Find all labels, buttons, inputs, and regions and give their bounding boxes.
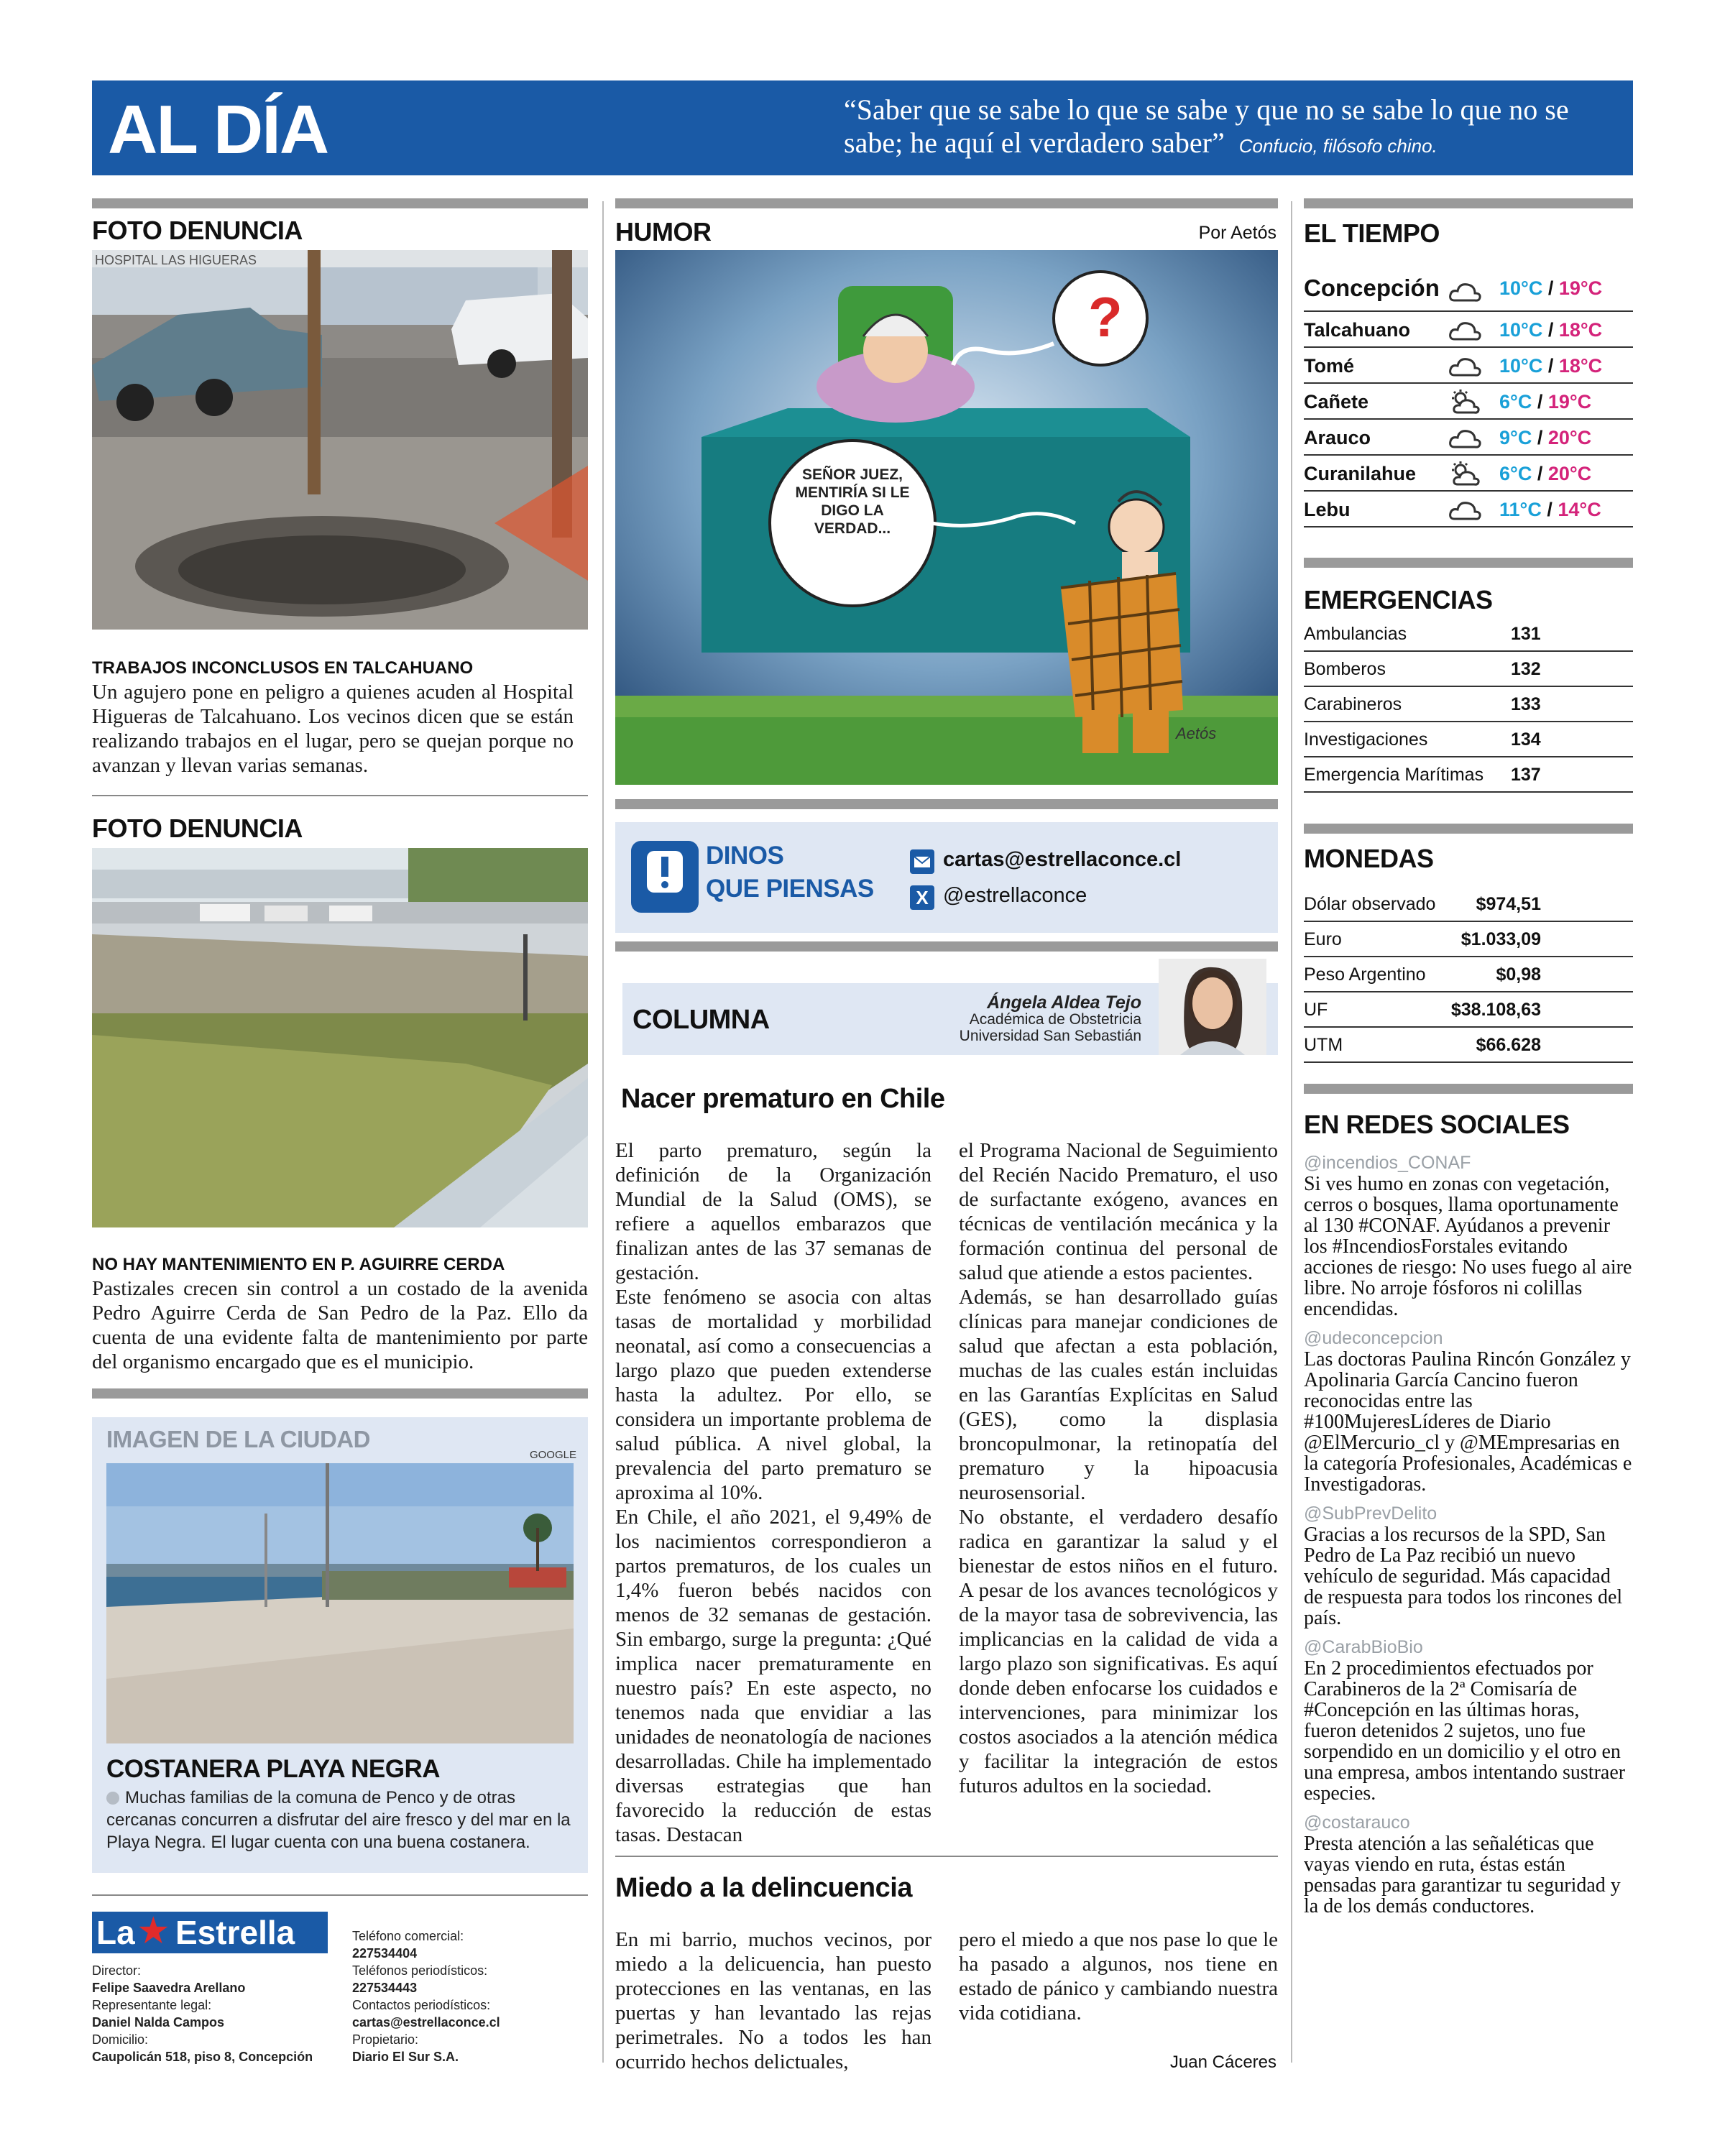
social-post [1304, 1812, 1633, 1917]
temp-min: 10°C [1499, 319, 1543, 341]
sun-cloud-icon [1448, 388, 1482, 415]
temp-max: 14°C [1558, 499, 1601, 520]
ciudad-text: Muchas familias de la comuna de Penco y de otras cercanas concurren a disfrutar del aire fresco y del mar en la Playa Negra. El lugar cuenta con una buena costanera. [106, 1788, 571, 1852]
temp-min: 6°C [1499, 463, 1532, 484]
dinos-que-piensas-box [615, 822, 1278, 933]
emergencia-name: Carabineros [1304, 694, 1402, 714]
imagen-ciudad-box [92, 1417, 588, 1873]
section-rule [92, 1388, 588, 1399]
social-post [1304, 1503, 1633, 1628]
section-rule [1304, 824, 1633, 834]
weather-row [1304, 348, 1633, 384]
imagen-ciudad-label: IMAGEN DE LA CIUDAD [106, 1426, 370, 1452]
director-label: Director: [92, 1963, 142, 1978]
emergencias-table [1304, 617, 1633, 796]
cloud-icon [1448, 352, 1482, 379]
author-photo [1159, 959, 1266, 1055]
emergencia-name: Ambulancias [1304, 624, 1407, 644]
temp-min: 10°C [1499, 277, 1543, 299]
section-rule [92, 198, 588, 208]
foto-denuncia-label: FOTO DENUNCIA [92, 216, 303, 245]
emergencia-name: Investigaciones [1304, 729, 1428, 750]
x-logo-icon: X [910, 885, 934, 910]
moneda-value: $38.108,63 [1450, 1000, 1541, 1020]
cartoon-signature: Aetós [1176, 724, 1217, 742]
emergencia-name: Bomberos [1304, 659, 1386, 679]
weather-city: Cañete [1304, 391, 1369, 413]
dom-value: Caupolicán 518, piso 8, Concepción [92, 2050, 313, 2064]
columna-role1: Académica de Obstetricia [969, 1011, 1141, 1028]
exclamation-icon [631, 841, 699, 913]
weather-temps: 10°C / 18°C [1499, 355, 1603, 377]
photo-talcahuano [92, 250, 588, 630]
weather-city: Concepción [1304, 275, 1440, 301]
social-text: Gracias a los recursos de la SPD, San Pedro de La Paz recibió un nuevo vehículo de seguridad. Más capacidad de respuesta para todos los rincones del país. [1304, 1524, 1623, 1629]
carta-col1: En mi barrio, muchos vecinos, por miedo a la delicuencia, han puesto protecciones en las ventanas, en las puertas y han levantado las rejas perimetrales. No a todos les han ocurrido hechos delictuales, [615, 1928, 932, 2073]
columna-title: Nacer prematuro en Chile [621, 1084, 945, 1114]
denuncia2-text: Pastizales crecen sin control a un costado de la avenida Pedro Aguirre Cerda de San Pedro de la Paz. Ello da cuenta de una evidente falta de mantenimiento por parte del organismo encargado que es el municipio. [92, 1277, 588, 1373]
social-text: Las doctoras Paulina Rincón González y Apolinaria García Cancino fueron reconocidas entre las #100MujeresLíderes de Diario @ElMercurio_cl y @MEmpresarias en la categoría Profesionales, Académicas e Investigadoras. [1304, 1348, 1632, 1496]
social-post [1304, 1153, 1633, 1319]
owner-value: Diario El Sur S.A. [352, 2050, 459, 2064]
humor-byline: Por Aetós [1198, 223, 1276, 243]
cloud-icon [1448, 424, 1482, 451]
foto-denuncia-label: FOTO DENUNCIA [92, 814, 303, 843]
emergencia-number: 137 [1511, 765, 1541, 785]
weather-city: Tomé [1304, 355, 1355, 377]
emergencia-number: 131 [1511, 624, 1541, 644]
social-text: Presta atención a las señaléticas que vayas viendo en ruta, éstas están pensadas para garantizar tu seguridad y la de los demás conductores. [1304, 1833, 1621, 1917]
section-rule [1304, 558, 1633, 568]
weather-city: Lebu [1304, 499, 1351, 520]
weather-city: Arauco [1304, 427, 1371, 448]
weather-temps: 11°C / 14°C [1499, 499, 1601, 520]
bullet-icon [106, 1792, 119, 1805]
humor-label: HUMOR [615, 217, 712, 247]
section-rule [615, 941, 1278, 952]
columna-label: COLUMNA [632, 1005, 770, 1035]
photo-credit: GOOGLE [529, 1449, 576, 1461]
quote-text: “Saber que se sabe lo que se sabe y que no se sabe lo que no se sabe; he aquí el verdadero saber” [844, 93, 1569, 159]
logo-estrella: Estrella [175, 1914, 295, 1951]
emergencia-name: Emergencia Marítimas [1304, 765, 1484, 785]
temp-max: 18°C [1558, 319, 1603, 341]
moneda-name: Peso Argentino [1304, 964, 1426, 985]
weather-row [1304, 456, 1633, 492]
weather-row [1304, 384, 1633, 420]
temp-min: 11°C [1499, 499, 1542, 520]
quote-author: Confucio, filósofo chino. [1238, 135, 1438, 157]
social-handle[interactable]: @CarabBioBio [1304, 1637, 1423, 1657]
temp-max: 18°C [1558, 355, 1603, 377]
temp-max: 19°C [1558, 277, 1603, 299]
temp-max: 19°C [1547, 391, 1592, 413]
social-handle[interactable]: @SubPrevDelito [1304, 1503, 1438, 1524]
hospital-sign: HOSPITAL LAS HIGUERAS [95, 253, 257, 267]
photo-aguirre-cerda [92, 848, 588, 1227]
columna-role2: Universidad San Sebastián [959, 1028, 1141, 1044]
social-post [1304, 1328, 1633, 1495]
contact-value[interactable]: cartas@estrellaconce.cl [352, 2015, 500, 2030]
rep-label: Representante legal: [92, 1998, 212, 2012]
emergencias-label: EMERGENCIAS [1304, 585, 1493, 614]
temp-min: 6°C [1499, 391, 1532, 413]
rep-name: Daniel Nalda Campos [92, 2015, 225, 2030]
weather-temps: 10°C / 19°C [1499, 277, 1603, 299]
tel-per-label: Teléfonos periodísticos: [352, 1963, 488, 1978]
social-post [1304, 1637, 1633, 1804]
dinos-heading [706, 839, 874, 906]
weather-table [1304, 266, 1633, 536]
moneda-row [1304, 957, 1633, 992]
masthead-staff [92, 1962, 313, 2065]
denuncia2-headline: NO HAY MANTENIMIENTO EN P. AGUIRRE CERDA [92, 1255, 505, 1274]
header-quote [844, 93, 1606, 162]
speech-bubble-text: SEÑOR JUEZ, MENTIRÍA SI LE DIGO LA VERDAD... [795, 466, 910, 537]
carta-title: Miedo a la delincuencia [615, 1873, 912, 1903]
sun-cloud-icon [1448, 460, 1482, 487]
thought-mark: ? [1088, 285, 1123, 349]
carta-col2: pero el miedo a que nos pase lo que le ha pasado a algunos, nos tiene en estado de pánico y cambiando nuestra vida cotidiana. [959, 1928, 1278, 2024]
denuncia1-text: Un agujero pone en peligro a quienes acuden al Hospital Higueras de Talcahuano. Los vecinos dicen que se están realizando trabajos en el lugar, pero se quejan porque no avanzan y llevan varias semanas. [92, 681, 574, 777]
moneda-row [1304, 992, 1633, 1028]
social-text: En 2 procedimientos efectuados por Carabineros de la 2ª Comisaría de #Concepción en las últimas horas, fueron detenidos 2 sujetos, uno fue sorpendido en un domicilio y el otro en una empresa, ambos intentando sustraer especies. [1304, 1657, 1626, 1805]
weather-city: Talcahuano [1304, 319, 1411, 341]
columna-author: Ángela Aldea Tejo [987, 992, 1141, 1013]
dinos-line1: DINOS [706, 842, 784, 870]
carta-author: Juan Cáceres [1169, 2053, 1276, 2072]
section-rule [1304, 1084, 1633, 1094]
temp-min: 9°C [1499, 427, 1532, 448]
director-name: Felipe Saavedra Arellano [92, 1981, 246, 1995]
weather-temps: 9°C / 20°C [1499, 427, 1592, 448]
weather-row-main [1304, 266, 1633, 312]
tel-com-label: Teléfono comercial: [352, 1929, 464, 1943]
emergencia-number: 133 [1511, 694, 1541, 714]
divider [92, 1894, 588, 1896]
social-text: Si ves humo en zonas con vegetación, cerros o bosques, llama oportunamente al 130 #CONAF. Ayúdanos a prevenir los #IncendiosForstales evitando acciones de riesgo: No uses fuego al aire libre. No arroje fósforos ni colillas encendidas. [1304, 1173, 1632, 1320]
humor-cartoon [615, 250, 1278, 785]
moneda-name: UTM [1304, 1035, 1343, 1055]
redes-list [1304, 1153, 1633, 1917]
monedas-table [1304, 887, 1633, 1067]
emergencia-number: 132 [1511, 659, 1541, 679]
dinos-email[interactable]: cartas@estrellaconce.cl [943, 848, 1182, 871]
emergencia-row [1304, 722, 1633, 757]
divider [92, 795, 588, 796]
la-estrella-logo [92, 1912, 328, 1953]
photo-playa-negra [106, 1463, 574, 1743]
moneda-value: $66.628 [1476, 1035, 1541, 1055]
masthead-contact [352, 1927, 500, 2065]
section-rule [615, 799, 1278, 809]
temp-max: 20°C [1547, 463, 1592, 484]
redes-label: EN REDES SOCIALES [1304, 1110, 1570, 1139]
dinos-x-handle[interactable]: @estrellaconce [943, 884, 1087, 907]
social-handle[interactable]: @costarauco [1304, 1812, 1410, 1833]
temp-min: 10°C [1499, 355, 1543, 377]
tiempo-label: EL TIEMPO [1304, 218, 1440, 248]
columna-col2: el Programa Nacional de Seguimiento del Recién Nacido Prematuro, el uso de surfactante exógeno, avances en técnicas de ventilación mecánica y la formación continua del personal de salud que atiende a estos pacientes. Además, se han desarrollado guías clínicas para manejar condiciones de salud que afectan a esta población, muchas de las cuales están incluidas en las Garantías Explícitas en Salud (GES), como la displasia broncopulmonar, la retinopatía del prematuro y la hipoacusia neurosensorial. No obstante, el verdadero desafío radica en garantizar la salud y el bienestar de estos niños en el futuro. A pesar de los avances tecnológicos y de la mayor tasa de sobrevivencia, las implicancias en la calidad de vida a largo plazo son significativas. Es aquí donde deben enfocarse los cuidados e intervenciones, para minimizar los costos asociados a la atención médica y facilitar la integración de estos futuros adultos en la sociedad. [959, 1139, 1278, 1797]
ciudad-headline: COSTANERA PLAYA NEGRA [106, 1755, 441, 1783]
section-rule [1304, 198, 1633, 208]
weather-city: Curanilahue [1304, 463, 1417, 484]
weather-temps: 6°C / 19°C [1499, 391, 1592, 413]
columna-col1: El parto prematuro, según la definición de la Organización Mundial de la Salud (OMS), se refiere a aquellos embarazos que finalizan antes de las 37 semanas de gestación. Este fenómeno se asocia con altas tasas de mortalidad y morbilidad neonatal, así como a consecuencias a largo plazo que pueden extenderse hasta la adultez. Por ello, se considera un importante problema de salud pública. A nivel global, la prevalencia del parto prematuro se aproxima al 10%. En Chile, el año 2021, el 9,49% de los nacimientos correspondieron a partos prematuros, de los cuales un 1,4% fueron bebés nacidos con menos de 32 semanas de gestación. Sin embargo, surge la pregunta: ¿Qué implica nacer prematuramente en nuestro país? En este aspecto, no tenemos nada que envidiar a las unidades de neonatología de naciones desarrolladas. Chile ha implementado diversas estrategias que han favorecido la reducción de estas tasas. Destacan [615, 1139, 932, 1846]
weather-temps: 6°C / 20°C [1499, 463, 1592, 484]
section-title: AL DÍA [108, 91, 328, 168]
star-icon: ★ [137, 1911, 170, 1952]
moneda-value: $1.033,09 [1460, 929, 1541, 949]
emergencia-row [1304, 617, 1633, 652]
emergencia-row [1304, 652, 1633, 687]
emergencia-number: 134 [1511, 729, 1541, 750]
owner-label: Propietario: [352, 2032, 419, 2047]
moneda-row [1304, 1028, 1633, 1063]
monedas-label: MONEDAS [1304, 844, 1434, 873]
section-rule [615, 198, 1278, 208]
weather-temps: 10°C / 18°C [1499, 319, 1603, 341]
emergencia-row [1304, 687, 1633, 722]
logo-la: La [96, 1914, 135, 1951]
weather-row [1304, 312, 1633, 348]
denuncia1-headline: TRABAJOS INCONCLUSOS EN TALCAHUANO [92, 658, 474, 678]
weather-row [1304, 492, 1633, 528]
moneda-name: Euro [1304, 929, 1342, 949]
emergencia-row [1304, 757, 1633, 793]
moneda-value: $974,51 [1476, 894, 1541, 914]
social-handle[interactable]: @udeconcepcion [1304, 1328, 1443, 1348]
mail-icon [910, 849, 934, 874]
tel-com-value: 227534404 [352, 1946, 418, 1961]
cloud-icon [1448, 277, 1482, 305]
social-handle[interactable]: @incendios_CONAF [1304, 1153, 1471, 1173]
ciudad-caption [106, 1787, 574, 1853]
moneda-name: Dólar observado [1304, 894, 1436, 914]
columna-author-block [959, 992, 1141, 1044]
column-divider [1291, 201, 1292, 2063]
moneda-value: $0,98 [1496, 964, 1541, 985]
cloud-icon [1448, 496, 1482, 523]
column-divider [602, 201, 604, 2063]
dinos-line2: QUE PIENSAS [706, 875, 874, 903]
moneda-row [1304, 887, 1633, 922]
tel-per-value: 227534443 [352, 1981, 418, 1995]
temp-max: 20°C [1547, 427, 1592, 448]
divider [615, 1856, 1278, 1857]
contact-label: Contactos periodísticos: [352, 1998, 491, 2012]
moneda-name: UF [1304, 1000, 1328, 1020]
moneda-row [1304, 922, 1633, 957]
dom-label: Domicilio: [92, 2032, 149, 2047]
cloud-icon [1448, 316, 1482, 344]
section-header [92, 80, 1633, 175]
weather-row [1304, 420, 1633, 456]
